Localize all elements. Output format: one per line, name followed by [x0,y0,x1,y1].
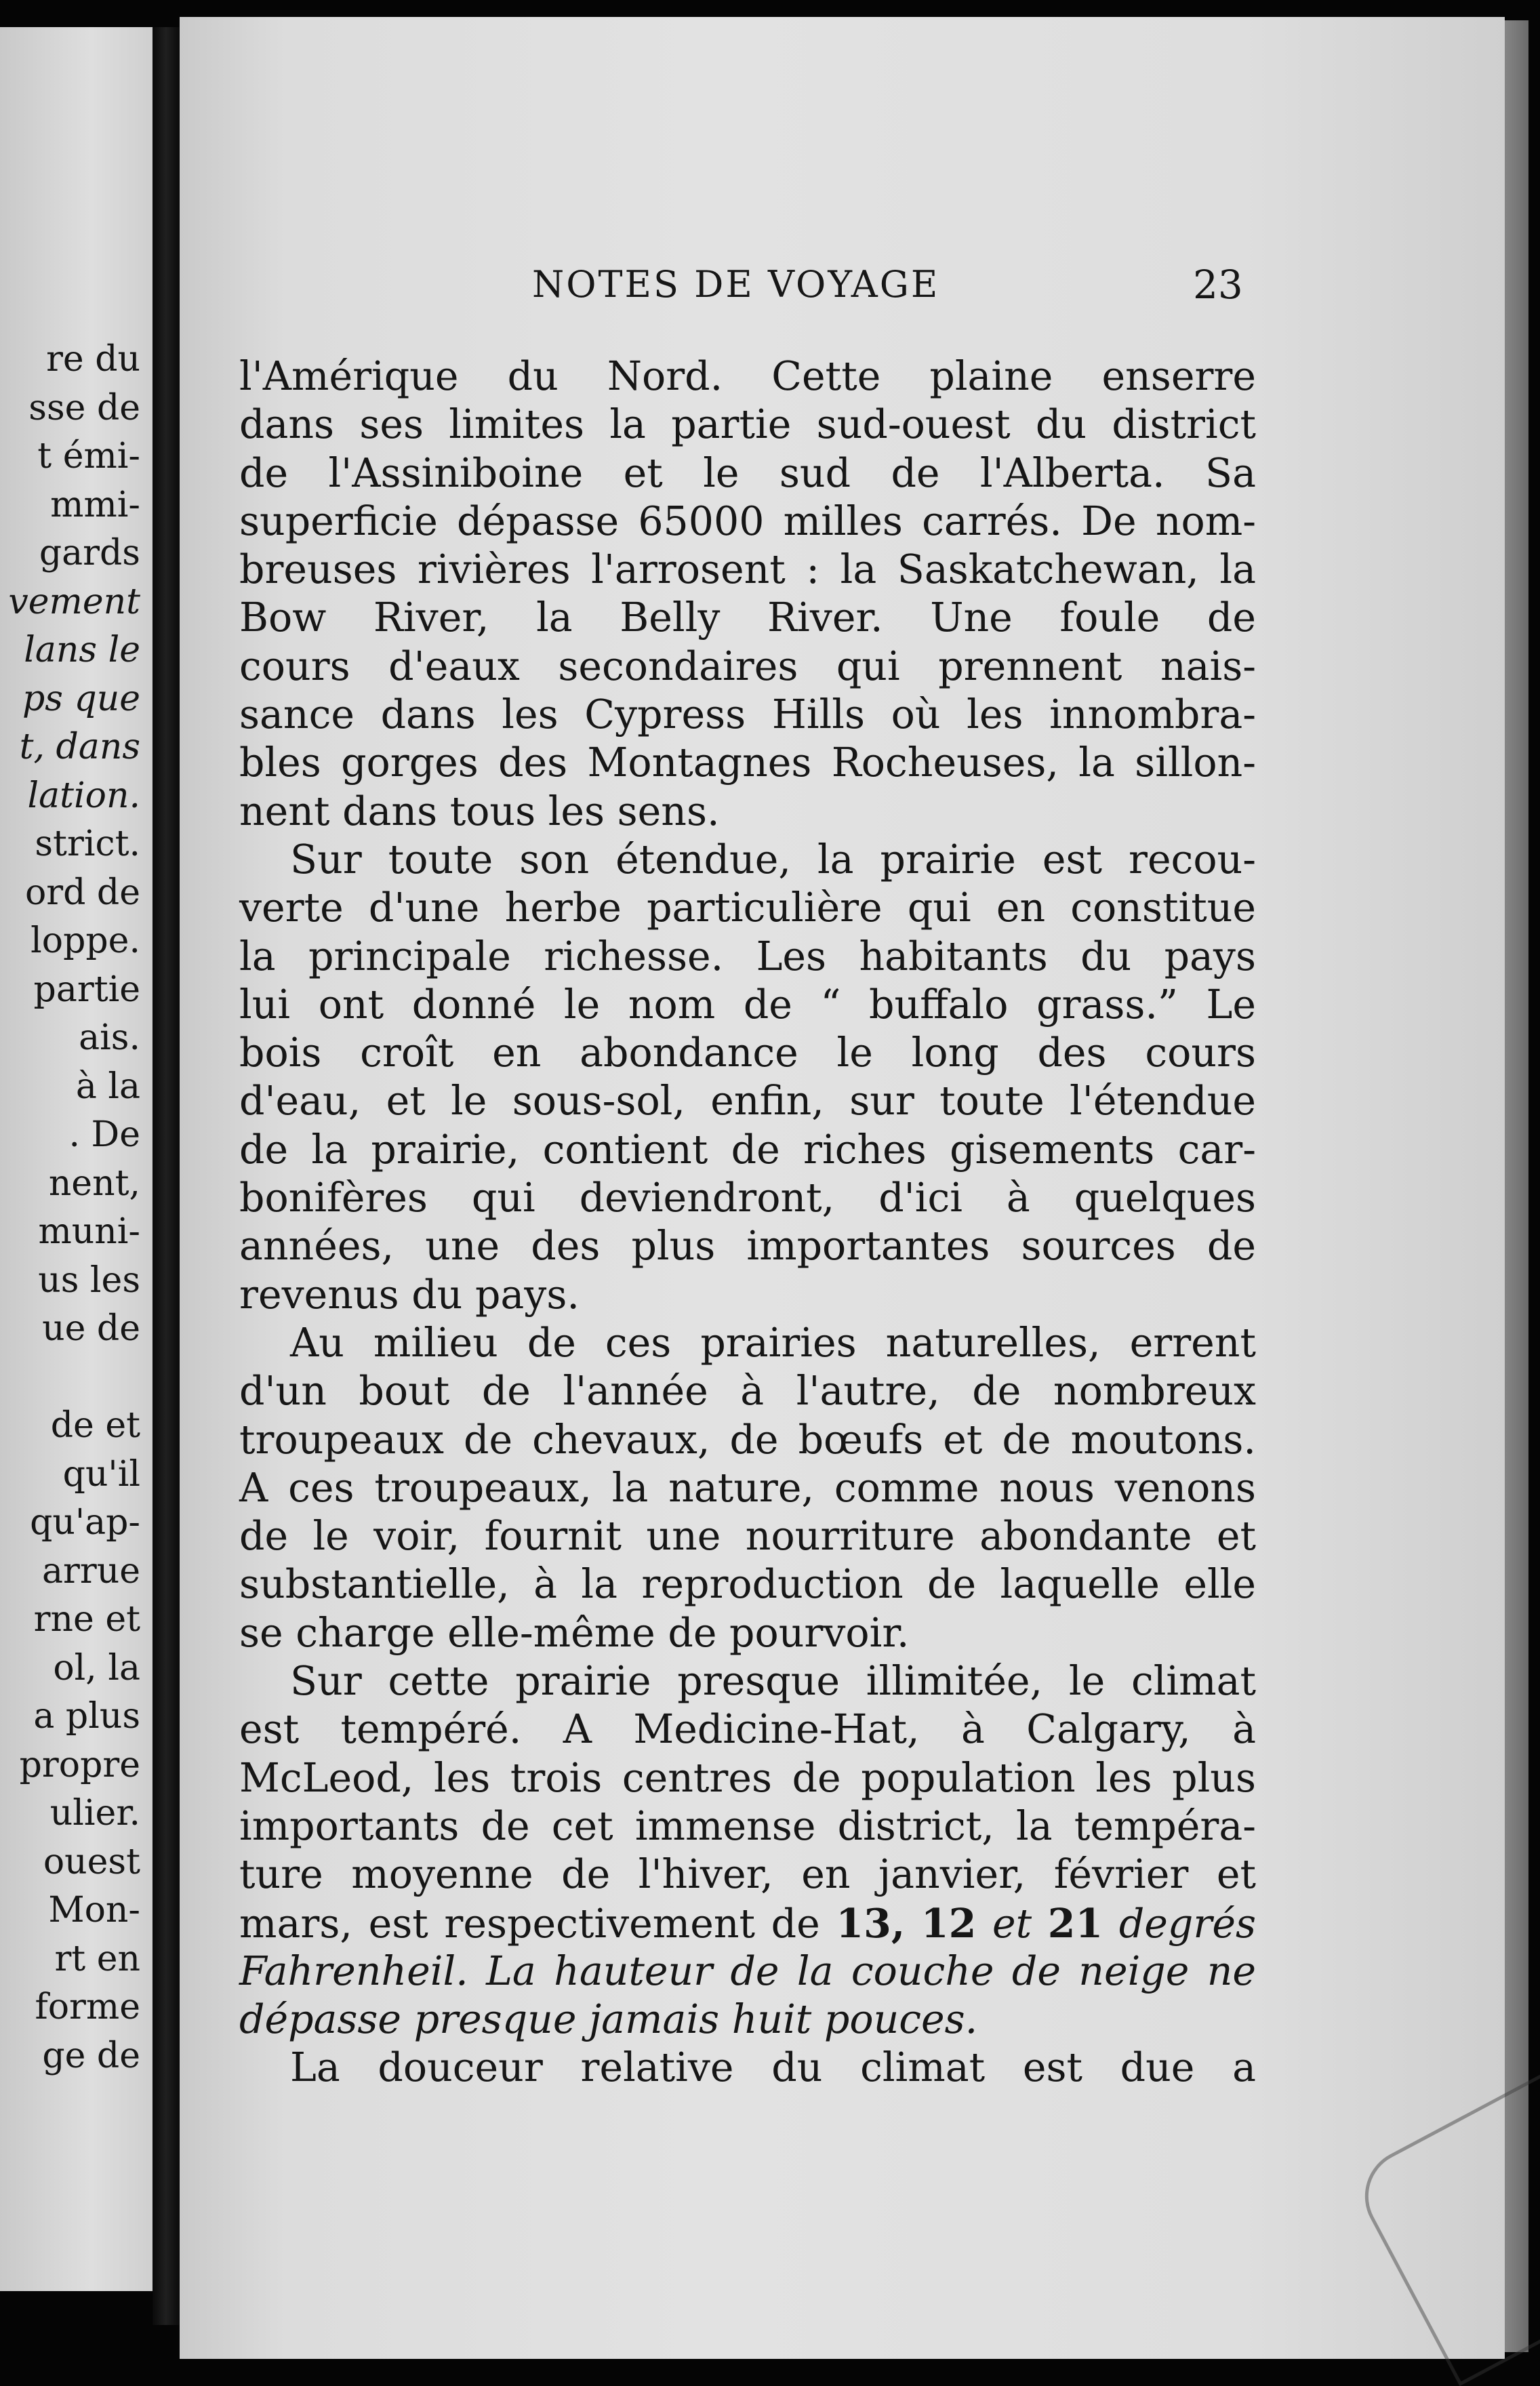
text-line: années, une des plus importantes sources de [239,1223,1256,1270]
running-title: NOTES DE VOYAGE [532,263,940,306]
text-line: se charge elle-même de pourvoir. [239,1609,910,1656]
left-line [8,1354,140,1402]
text-line: nent dans tous les sens. [239,788,720,834]
text-run: et [976,1900,1048,1947]
left-line: ouest [43,1841,140,1882]
text-line: La douceur relative du climat est due a [290,2044,1256,2091]
text-line: ture moyenne de l'hiver, en janvier, février et [239,1851,1256,1898]
text-line: Bow River, la Belly River. Une foule de [239,594,1256,641]
italic-text-line: dépasse presque jamais huit pouces. [239,1996,978,2043]
left-line: rt en [54,1938,140,1979]
temperature-value: 21 [1047,1899,1103,1947]
left-line: t émi- [37,436,140,477]
text-line: de la prairie, contient de riches gisements car- [239,1126,1256,1173]
text-line: de l'Assiniboine et le sud de l'Alberta. Sa [239,449,1256,496]
left-line: à la [75,1066,140,1107]
text-line: sance dans les Cypress Hills où les innombra- [239,691,1256,738]
left-line: lans le [24,630,140,670]
page-header [180,261,1505,308]
text-line: revenus du pays. [239,1271,580,1318]
text-line: A ces troupeaux, la nature, comme nous venons [239,1464,1256,1511]
text-line: lui ont donné le nom de “ buffalo grass.” Le [239,981,1256,1028]
left-line: propre [19,1744,140,1785]
left-line: ps que [22,678,140,719]
text-line: de le voir, fournit une nourriture abondante et [239,1513,1256,1560]
left-line: nent, [48,1162,140,1204]
left-line: ord de [24,872,140,913]
text-line: bles gorges des Montagnes Rocheuses, la sillon- [239,740,1256,786]
left-line: lation. [27,775,140,816]
text-line: verte d'une herbe particulière qui en constitue [239,885,1256,931]
text-line: l'Amérique du Nord. Cette plaine enserre [239,353,1256,399]
book-page [180,17,1505,2359]
left-line: gards [39,533,140,573]
left-line: muni- [38,1211,140,1252]
left-line: us les [38,1259,140,1301]
text-line: McLeod, les trois centres de population les plus [239,1754,1256,1801]
temperature-value: 13, [836,1899,906,1947]
left-line: ulier. [49,1793,140,1834]
left-line: de et [50,1405,140,1446]
left-line: arrue [42,1550,140,1592]
text-line: la principale richesse. Les habitants du pays [239,933,1256,979]
left-line: vement [8,581,140,622]
left-line: loppe. [31,921,140,961]
left-line: partie [33,969,140,1010]
left-line: qu'il [62,1453,140,1495]
left-line: strict. [35,824,140,864]
italic-text-line: Fahrenheil. La hauteur de la couche de neige ne [239,1947,1256,1994]
left-line: sse de [28,387,140,428]
text-line: Au milieu de ces prairies naturelles, errent [290,1319,1256,1366]
left-line: . De [68,1114,140,1155]
text-run: mars, est respectivement de [239,1900,836,1947]
temperature-value: 12 [920,1899,977,1947]
text-line: Sur cette prairie presque illimitée, le climat [290,1658,1256,1705]
left-line: ais. [79,1017,140,1058]
text-line: d'un bout de l'année à l'autre, de nombreux [239,1368,1256,1415]
left-line: ge de [42,2035,140,2076]
text-line: bonifères qui deviendront, d'ici à quelques [239,1175,1256,1221]
left-line: a plus [33,1696,140,1737]
previous-page-edge [0,27,153,2291]
text-line: superficie dépasse 65000 milles carrés. De nom- [239,498,1256,544]
book-gutter [153,27,180,2325]
page-body [239,352,1256,2092]
mixed-text-line [239,1899,1256,1947]
previous-page-text [8,336,140,2080]
left-line: Mon- [48,1890,140,1930]
text-line: dans ses limites la partie sud-ouest du district [239,401,1256,448]
left-line: rne et [33,1599,140,1640]
text-line: bois croît en abondance le long des cours [239,1030,1256,1076]
text-line: substantielle, à la reproduction de laquelle elle [239,1561,1256,1608]
left-line: t, dans [19,727,140,767]
text-line: est tempéré. A Medicine-Hat, à Calgary, à [239,1706,1256,1753]
text-line: breuses rivières l'arrosent : la Saskatchewan, la [239,546,1256,593]
text-line: cours d'eaux secondaires qui prennent nais- [239,643,1256,689]
left-line: re du [46,339,140,380]
left-line: qu'ap- [30,1502,140,1543]
text-line: troupeaux de chevaux, de bœufs et de moutons. [239,1416,1256,1463]
left-line: mmi- [50,484,140,525]
page-number: 23 [1193,262,1243,308]
text-line: importants de cet immense district, la tempéra- [239,1802,1256,1849]
text-line: Sur toute son étendue, la prairie est recou- [290,836,1256,883]
text-line: d'eau, et le sous-sol, enfin, sur toute l'étendue [239,1078,1256,1125]
left-line: ue de [42,1308,140,1349]
left-line: ol, la [53,1647,140,1689]
left-line: forme [35,1987,140,2027]
text-run: degrés [1103,1900,1256,1947]
